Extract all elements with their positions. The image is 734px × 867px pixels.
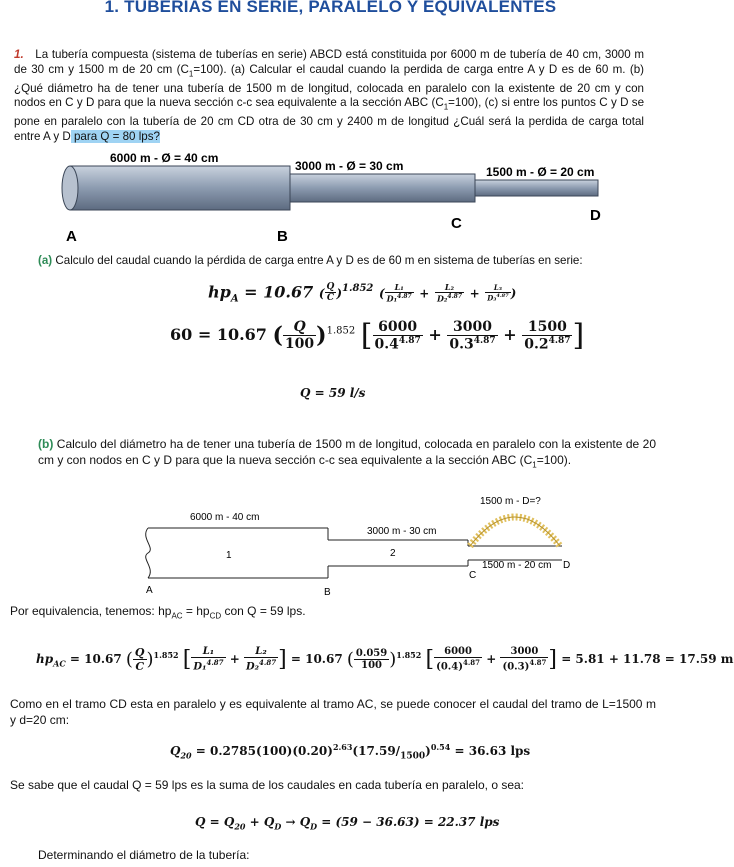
- eq2-n3: 1500: [522, 319, 572, 336]
- eq1-d1: D₁: [386, 293, 398, 304]
- eq3-mid: = 10.67: [290, 652, 343, 666]
- node-B: B: [277, 228, 288, 245]
- eq5-s2: D: [274, 821, 282, 832]
- equation-hpa: $hp_A = 10.67$ ( $\frac{Q}{C}$ )$^{1.852}$ ( $\frac{\text{L₁}}{D_1^{4.87}}$ + $\frac{\text{L₂}}{D_2^{4.87}}$ + $\frac{\text{L₃}}{D_3^{4.87}}$ ): [208, 282, 517, 305]
- eq4-paren-end: ): [425, 744, 431, 758]
- eq1-d3: D₃: [487, 293, 497, 303]
- equation-60: 60 = 10.67 ( $\frac{Q}{100}$ )$^{1.852}$ [ $\frac{6000}{0.4^{4.87}}$ + $\frac{3000}{0.3^{4.87}}$ + $\frac{1500}{0.2^{4.87}}$ ]: [170, 318, 585, 353]
- pipe-outline-40cm: [146, 528, 328, 578]
- eq5-d: = (59 − 36.63) = 22.37 lps: [317, 815, 500, 829]
- equation-q20: [170, 742, 530, 761]
- eq2-exp: 1.852: [326, 325, 356, 337]
- eq2-e3: 4.87: [548, 335, 571, 346]
- eq3-lhs-sub: AC: [53, 658, 66, 669]
- label-seg3: 1500 m - Ø = 20 cm: [486, 165, 595, 179]
- eq3-q: Q: [134, 646, 145, 659]
- equiv-sub2: CD: [209, 611, 222, 621]
- eq3-ee1: 4.87: [462, 658, 481, 668]
- eq4-exp1: 2.63: [332, 742, 353, 752]
- eq1-l3: L₃: [485, 283, 510, 293]
- eq4-result: = 36.63 lps: [454, 744, 531, 758]
- problem-sub1: 1: [188, 68, 194, 78]
- diag2-B: B: [324, 587, 331, 598]
- eq2-d1: 0.4: [374, 336, 399, 353]
- problem-text-mid: =100). (a) Calcular el caudal cuando la perdida de carga entre A y D es de 60 m. (b) ¿Qué diámetro ha de tener una tubería de 1500 m de longitud, colocada en paralelo con la existente de 20 cm y con nodos en C y D para que la nueva sección c-c sea equivalente a la sección ABC (C: [14, 62, 645, 110]
- eq2-lhs: 60 = 10.67: [170, 325, 267, 344]
- eq5-b: + Q: [245, 815, 275, 829]
- eq2-c: 100: [284, 336, 315, 352]
- eq1-l1: L₁: [385, 282, 414, 293]
- pipe-outline-30cm: [328, 540, 468, 566]
- eq3-e2: 4.87: [259, 658, 277, 668]
- eq4-exp2: 0.54: [430, 742, 451, 752]
- eq1-q: Q: [326, 282, 335, 293]
- series-pipe-diagram: [40, 148, 630, 248]
- pipe-segment-30cm: [290, 174, 475, 202]
- problem-highlight: para Q = 80 lps?: [70, 129, 160, 143]
- problem-statement: [14, 48, 644, 144]
- equiv-end: con Q = 59 lps.: [221, 604, 306, 618]
- label-seg1: 6000 m - Ø = 40 cm: [110, 151, 219, 165]
- eq3-qv: 0.059: [355, 648, 388, 659]
- eq3-ee2: 4.87: [529, 658, 547, 668]
- eq2-d3: 0.2: [524, 336, 549, 353]
- eq3-e1: 4.87: [206, 658, 224, 668]
- problem-text-main: La tubería compuesta (sistema de tuberías en serie) ABCD está constituida por 6000 m de tubería de 40 cm, 3000 m de 30 cm y 1500 m de 20 cm (C: [14, 48, 644, 76]
- diag2-par: 1500 m - D=?: [480, 496, 541, 507]
- problem-number: 1.: [14, 48, 24, 61]
- diag2-2: 2: [390, 548, 396, 559]
- eq4-paren-sub: 1500: [400, 751, 426, 762]
- eq3-l2: L₂: [244, 646, 278, 658]
- eq3-n1: 6000: [434, 646, 482, 658]
- eq1-exp: 1.852: [342, 283, 374, 294]
- eq5-s3: D: [310, 821, 318, 832]
- part-b-heading: [38, 437, 656, 472]
- part-b-text-end: =100).: [536, 452, 572, 467]
- node-C: C: [451, 215, 462, 232]
- diag2-1: 1: [226, 550, 232, 561]
- pipe-outline-20cm: [468, 546, 562, 560]
- part-b-label: (b): [38, 437, 54, 451]
- problem-sub2: 1: [443, 102, 449, 112]
- equation-qd: [195, 815, 499, 831]
- eq2-q: Q: [283, 319, 316, 336]
- eq3-n2: 3000: [500, 646, 548, 658]
- eq1-c: C: [326, 293, 335, 304]
- eq1-l2: L₂: [435, 282, 464, 293]
- eq2-n1: 6000: [373, 319, 423, 336]
- eq3-dd2: (0.3): [502, 661, 530, 673]
- eq2-e2: 4.87: [473, 335, 496, 346]
- eq3-cv: 100: [361, 660, 382, 671]
- eq3-exp2: 1.852: [396, 650, 422, 660]
- paragraph-sum: Se sabe que el caudal Q = 59 lps es la suma de los caudales en cada tubería en paralelo, o sea:: [10, 778, 525, 792]
- equation-hpac: $hp_{AC} = 10.67$ ( $\frac{Q}{C}$ )$^{1.852}$ [ $\frac{\text{L₁}}{D_1^{4.87}}$ + $\frac{\text{L₂}}{D_2^{4.87}}$ ] = 10.67 ( $\frac{0.059}{100}$ )$^{1.852}$ [ $\frac{6000}{(0.4)^{4.87}}$ + $\frac{3000}{(0.3)^{4.87}}$ ] = 5.81 + 11.78 = 17.59 m: [36, 646, 734, 673]
- diag2-C: C: [469, 570, 477, 581]
- eq4-lhs-sub: 20: [180, 750, 192, 761]
- node-A: A: [66, 228, 77, 245]
- eq1-coef: = 10.67: [244, 282, 314, 302]
- eq2-n2: 3000: [447, 319, 497, 336]
- diag2-D: D: [563, 560, 571, 571]
- equiv-mid: = hp: [182, 604, 210, 618]
- part-a-label: (a): [38, 254, 53, 267]
- eq3-result: = 5.81 + 11.78 = 17.59 m: [561, 652, 734, 666]
- pipe-segment-40cm: [62, 166, 290, 210]
- eq1-lhs-sub: A: [230, 293, 239, 305]
- eq3-exp: 1.852: [153, 650, 179, 660]
- parallel-pipe-diagram: [140, 490, 610, 600]
- paragraph-diameter: Determinando el diámetro de la tubería:: [38, 848, 250, 862]
- eq4-body: = 0.2785(100)(0.20): [195, 744, 333, 758]
- eq1-e2: 4.87: [447, 293, 463, 300]
- eq3-d1: D₁: [193, 661, 207, 673]
- equiv-text: Por equivalencia, tenemos: hp: [10, 604, 172, 618]
- eq1-e3: 4.87: [496, 293, 509, 300]
- eq4-paren: (17.59/: [352, 744, 401, 758]
- eq1-lhs: hp: [208, 282, 231, 302]
- diag2-A: A: [146, 585, 153, 596]
- eq1-d2: D₂: [436, 293, 448, 304]
- eq3-c: C: [135, 660, 145, 673]
- part-b-sub: 1: [532, 459, 537, 469]
- part-a-heading: [38, 254, 583, 267]
- eq5-s1: 20: [234, 821, 246, 832]
- eq2-d2: 0.3: [449, 336, 474, 353]
- eq5-c: → Q: [281, 815, 311, 829]
- eq3-d2: D₂: [245, 661, 260, 673]
- eq2-e1: 4.87: [398, 335, 421, 346]
- eq1-e1: 4.87: [397, 293, 412, 300]
- eq4-lhs: Q: [170, 744, 181, 758]
- pipe-segment-20cm: [475, 180, 598, 196]
- result-q: Q = 59 l/s: [300, 386, 366, 400]
- part-a-text: Calculo del caudal cuando la pérdida de carga entre A y D es de 60 m en sistema de tuberías en serie:: [55, 254, 583, 267]
- part-b-text: Calculo del diámetro ha de tener una tubería de 1500 m de longitud, colocada en paralelo con la existente de 20 cm y con nodos en C y D para que la nueva sección c-c sea equivalente a la sección ABC (C: [38, 437, 657, 467]
- diag2-seg3: 1500 m - 20 cm: [482, 560, 552, 571]
- problem-text-end: =100), (c) si entre los puntos C y D se pone en paralelo con la tubería de 20 cm CD otra de 30 cm y 2400 m de longitud ¿Cuál será la perdida de carga total entre A y D: [14, 96, 645, 143]
- diag2-seg1: 6000 m - 40 cm: [190, 512, 260, 523]
- node-D: D: [590, 207, 601, 224]
- eq5-a: Q = Q: [195, 815, 235, 829]
- eq3-l1: L₁: [191, 646, 225, 658]
- label-seg2: 3000 m - Ø = 30 cm: [295, 159, 404, 173]
- equiv-sub1: AC: [171, 611, 183, 621]
- paragraph-cd: Como en el tramo CD esta en paralelo y es equivalente al tramo AC, se puede conocer el caudal del tramo de L=1500 m y d=20 cm:: [10, 697, 656, 727]
- eq3-coef: = 10.67: [69, 652, 122, 666]
- equivalence-text: [10, 604, 306, 620]
- page-title: 1. TUBERIAS EN SERIE, PARALELO Y EQUIVALENTES: [104, 0, 557, 16]
- eq3-lhs: hp: [36, 652, 54, 666]
- diag2-seg2: 3000 m - 30 cm: [367, 526, 437, 537]
- eq3-dd1: (0.4): [436, 661, 463, 673]
